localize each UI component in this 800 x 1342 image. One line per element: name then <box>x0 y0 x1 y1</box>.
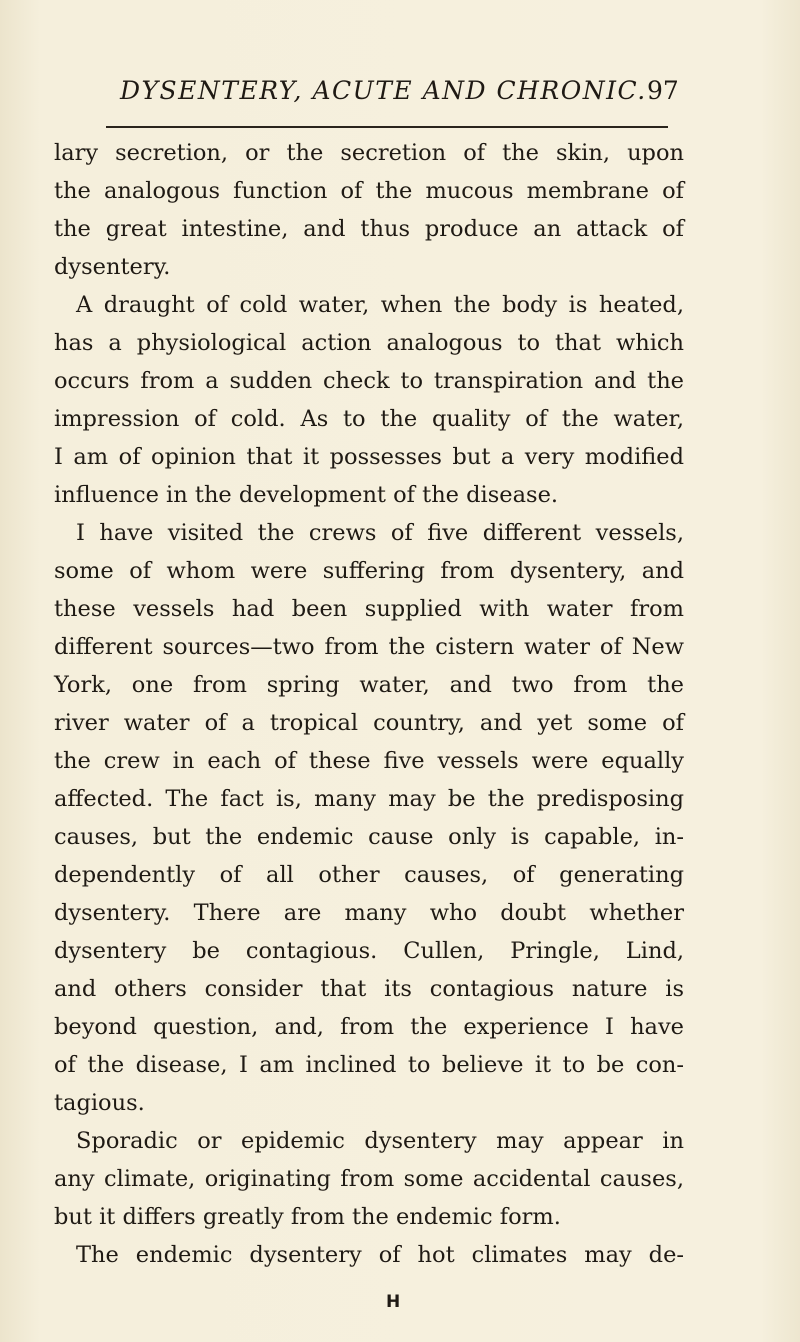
text-line: beyond question, and, from the experience I have <box>54 1014 684 1040</box>
text-line: Sporadic or epidemic dysentery may appear in <box>76 1128 684 1154</box>
text-line: York, one from spring water, and two from the <box>54 672 684 698</box>
text-line: A draught of cold water, when the body is heated, <box>76 292 684 318</box>
text-line: dysentery. <box>54 254 171 280</box>
text-line: dysentery be contagious. Cullen, Pringle, Lind, <box>54 938 684 964</box>
page-number: 97 <box>647 76 679 105</box>
header-rule <box>106 126 668 128</box>
text-line: any climate, originating from some accidental causes, <box>54 1166 684 1192</box>
running-head: DYSENTERY, ACUTE AND CHRONIC. <box>120 76 647 105</box>
text-line: tagious. <box>54 1090 145 1116</box>
text-line: river water of a tropical country, and yet some of <box>54 710 684 736</box>
text-line: different sources—two from the cistern water of New <box>54 634 684 660</box>
text-line: affected. The fact is, many may be the predisposing <box>54 786 684 812</box>
text-line: has a physiological action analogous to that which <box>54 330 684 356</box>
page-header <box>104 76 684 116</box>
text-line: but it differs greatly from the endemic form. <box>54 1204 561 1230</box>
text-line: impression of cold. As to the quality of the water, <box>54 406 684 432</box>
text-line: the crew in each of these five vessels were equally <box>54 748 684 774</box>
text-line: of the disease, I am inclined to believe it to be con- <box>54 1052 684 1078</box>
text-line: the great intestine, and thus produce an attack of <box>54 216 684 242</box>
text-line: these vessels had been supplied with water from <box>54 596 684 622</box>
text-line: and others consider that its contagious nature is <box>54 976 684 1002</box>
text-line: I have visited the crews of five different vessels, <box>76 520 684 546</box>
text-line: dependently of all other causes, of generating <box>54 862 684 888</box>
text-line: occurs from a sudden check to transpiration and the <box>54 368 684 394</box>
signature-mark: H <box>386 1292 401 1312</box>
text-line: some of whom were suffering from dysentery, and <box>54 558 684 584</box>
text-line: the analogous function of the mucous membrane of <box>54 178 684 204</box>
body-text <box>54 134 684 1274</box>
text-line: influence in the development of the disease. <box>54 482 559 508</box>
text-line: The endemic dysentery of hot climates may de- <box>76 1242 684 1268</box>
text-line: I am of opinion that it possesses but a very modified <box>54 444 684 470</box>
text-line: lary secretion, or the secretion of the skin, upon <box>54 140 684 166</box>
text-line: dysentery. There are many who doubt whether <box>54 900 684 926</box>
text-line: causes, but the endemic cause only is capable, in- <box>54 824 684 850</box>
